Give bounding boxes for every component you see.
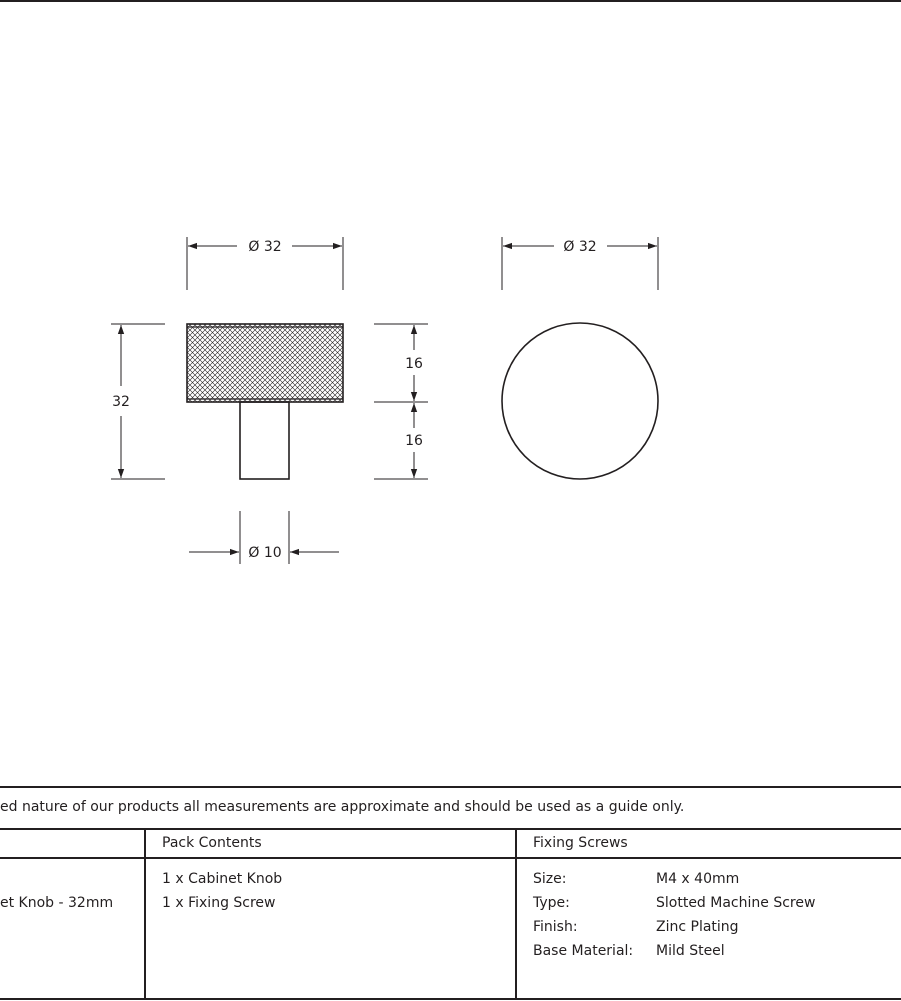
pack-contents-list — [162, 867, 282, 915]
fixing-screws-specs — [533, 867, 815, 963]
spec-label: Size: — [533, 871, 567, 887]
list-item: 1 x Fixing Screw — [162, 895, 276, 911]
spec-value: Slotted Machine Screw — [656, 895, 816, 911]
overall-height-label: 32 — [112, 394, 130, 410]
spec-label: Type: — [533, 895, 570, 911]
knob-stem — [240, 402, 289, 479]
spec-value: Mild Steel — [656, 943, 725, 959]
pack-contents-header: Pack Contents — [162, 835, 262, 851]
product-name: et Knob - 32mm — [0, 895, 114, 911]
spec-row — [533, 915, 815, 939]
spec-row — [533, 891, 815, 915]
side-view — [502, 237, 658, 479]
disclaimer-text: ed nature of our products all measurements are approximate and should be used as a guide only. — [0, 799, 685, 815]
top-diameter-label: Ø 32 — [248, 239, 282, 255]
spec-value: M4 x 40mm — [656, 871, 740, 887]
spec-label: Base Material: — [533, 943, 634, 959]
spec-value: Zinc Plating — [656, 919, 739, 935]
fixing-screws-header: Fixing Screws — [533, 835, 628, 851]
front-view — [111, 237, 428, 564]
list-item: 1 x Cabinet Knob — [162, 871, 283, 887]
stem-height-label: 16 — [405, 433, 423, 449]
knob-face-circle — [502, 323, 658, 479]
spec-row — [533, 867, 815, 891]
spec-row — [533, 939, 815, 963]
knob-head-knurled — [187, 324, 343, 402]
side-diameter-label: Ø 32 — [563, 239, 597, 255]
spec-label: Finish: — [533, 919, 578, 935]
head-height-label: 16 — [405, 356, 423, 372]
stem-diameter-label: Ø 10 — [248, 545, 282, 561]
